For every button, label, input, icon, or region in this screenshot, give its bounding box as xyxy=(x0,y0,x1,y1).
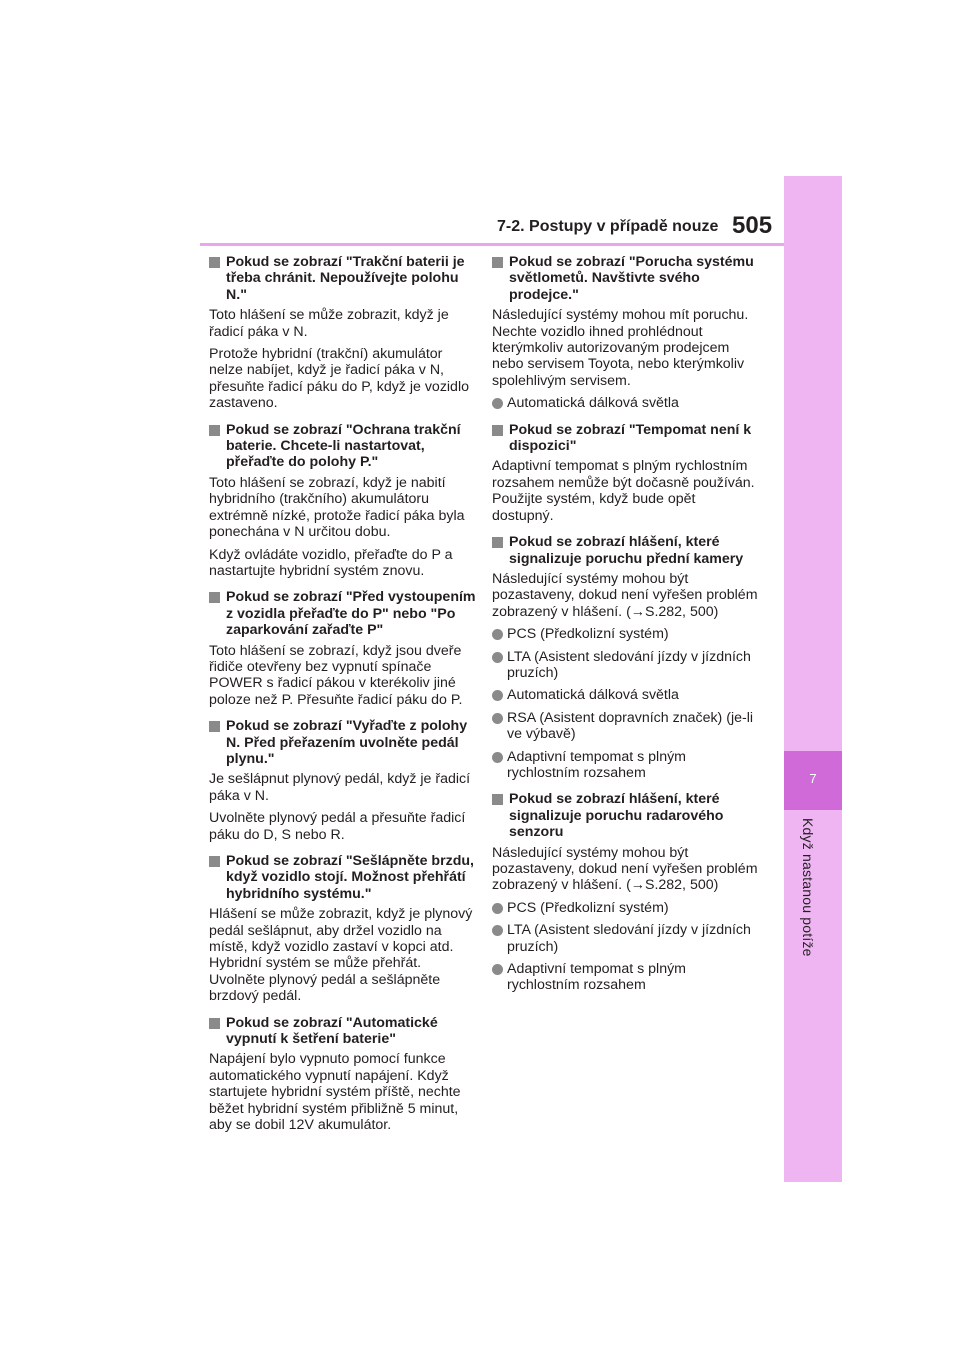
paragraph xyxy=(209,307,477,340)
square-bullet-icon xyxy=(209,1018,220,1029)
text: Pokud se zobrazí "Ochrana trakční baterie. Chcete-li nastartovat, přeřaďte do polohy P." xyxy=(226,421,461,471)
list-item xyxy=(492,649,760,682)
section-heading xyxy=(492,254,760,303)
chapter-number: 7 xyxy=(809,771,817,786)
list-item xyxy=(492,626,760,642)
circle-bullet-icon xyxy=(492,713,503,724)
paragraph xyxy=(209,475,477,541)
square-bullet-icon xyxy=(492,794,503,805)
list-item xyxy=(492,749,760,782)
text: Toto hlášení se zobrazí, když je nabití hybridního (trakčního) akumulátoru extrémně nízké, protože řadicí páka byla ponechána v N určitou dobu. xyxy=(209,474,465,541)
text: Následující systémy mohou mít poruchu. Nechte vozidlo ihned prohlédnout kterýmkoliv autorizovaným prodejcem nebo servisem Toyota, nebo kterýmkoliv spolehlivým servisem. xyxy=(492,307,749,389)
text: Pokud se zobrazí "Sešlápněte brzdu, když vozidlo stojí. Možnost přehřátí hybridního systému." xyxy=(226,853,474,902)
paragraph xyxy=(209,810,477,843)
circle-bullet-icon xyxy=(492,629,503,640)
list-item xyxy=(492,900,760,916)
circle-bullet-icon xyxy=(492,690,503,701)
square-bullet-icon xyxy=(209,425,220,436)
chapter-label: Když nastanou potíže xyxy=(800,818,816,957)
square-bullet-icon xyxy=(492,257,503,268)
text: PCS (Předkolizní systém) xyxy=(507,626,669,643)
chapter-side-tab xyxy=(784,176,842,1182)
section-heading xyxy=(492,534,760,567)
square-bullet-icon xyxy=(209,721,220,732)
chapter-number-box xyxy=(784,751,842,810)
circle-bullet-icon xyxy=(492,964,503,975)
paragraph xyxy=(492,307,760,389)
circle-bullet-icon xyxy=(492,398,503,409)
text: Protože hybridní (trakční) akumulátor nelze nabíjet, když je řadicí páka v N, přesuňte řadicí páku do P, když je vozidlo zastaveno. xyxy=(209,346,469,412)
text: RSA (Asistent dopravních značek) (je-li ve výbavě) xyxy=(507,709,754,743)
text: Napájení bylo vypnuto pomocí funkce automatického vypnutí napájení. Když startujete hybridní systém příště, nechte běžet hybridní systém přibližně 5 minut, aby se dobil 12V akumulátor. xyxy=(209,1051,461,1134)
text: Následující systémy mohou být pozastaveny, dokud není vyřešen problém zobrazený v hlášení. (→S.282, 500) xyxy=(492,844,758,894)
text: Automatická dálková světla xyxy=(507,395,679,412)
paragraph xyxy=(209,643,477,709)
section-heading xyxy=(209,589,477,638)
square-bullet-icon xyxy=(492,537,503,548)
section-heading xyxy=(492,791,760,840)
list-item xyxy=(492,710,760,743)
section-heading xyxy=(209,422,477,471)
section-title: 7-2. Postupy v případě nouze xyxy=(497,218,719,235)
square-bullet-icon xyxy=(209,856,220,867)
paragraph xyxy=(492,845,760,894)
page-number: 505 xyxy=(732,212,773,239)
text: Toto hlášení se zobrazí, když jsou dveře řidiče otevřeny bez vypnutí spínače POWER s řadicí pákou v kterékoliv jiné poloze než P. Přesuňte řadicí páku do P. xyxy=(209,642,463,708)
paragraph xyxy=(492,458,760,524)
circle-bullet-icon xyxy=(492,752,503,763)
list-item xyxy=(492,395,760,411)
text: Adaptivní tempomat s plným rychlostním rozsahem xyxy=(507,748,686,781)
paragraph xyxy=(209,771,477,804)
text: Automatická dálková světla xyxy=(507,687,679,704)
section-heading xyxy=(492,422,760,455)
text: Adaptivní tempomat s plným rychlostním rozsahem xyxy=(507,961,686,994)
paragraph xyxy=(492,571,760,620)
text: Pokud se zobrazí "Porucha systému světlometů. Navštivte svého prodejce." xyxy=(509,254,754,303)
circle-bullet-icon xyxy=(492,903,503,914)
text: LTA (Asistent sledování jízdy v jízdních pruzích) xyxy=(507,648,751,681)
text: PCS (Předkolizní systém) xyxy=(507,899,669,916)
paragraph xyxy=(209,346,477,412)
section-heading xyxy=(209,853,477,902)
text: Pokud se zobrazí hlášení, které signalizuje poruchu radarového senzoru xyxy=(509,791,724,841)
square-bullet-icon xyxy=(209,592,220,603)
text: Uvolněte plynový pedál a přesuňte řadicí páku do D, S nebo R. xyxy=(209,810,466,843)
section-heading xyxy=(209,254,477,303)
list-item xyxy=(492,961,760,994)
list-item xyxy=(492,922,760,955)
square-bullet-icon xyxy=(492,425,503,436)
text: Toto hlášení se může zobrazit, když je řadicí páka v N. xyxy=(209,307,449,340)
header-divider xyxy=(200,243,784,246)
text: Pokud se zobrazí "Před vystoupením z vozidla přeřaďte do P" nebo "Po zaparkování zařaďte P" xyxy=(226,589,476,639)
text: Pokud se zobrazí "Automatické vypnutí k šetření baterie" xyxy=(226,1014,438,1048)
paragraph xyxy=(209,547,477,580)
text: Pokud se zobrazí "Trakční baterii je třeba chránit. Nepoužívejte polohu N." xyxy=(226,254,465,303)
text: Je sešlápnut plynový pedál, když je řadicí páka v N. xyxy=(209,771,471,804)
text: Následující systémy mohou být pozastaveny, dokud není vyřešen problém zobrazený v hlášení. (→S.282, 500) xyxy=(492,570,758,620)
list-item xyxy=(492,687,760,703)
text: Pokud se zobrazí hlášení, které signalizuje poruchu přední kamery xyxy=(509,534,744,567)
text: Adaptivní tempomat s plným rychlostním rozsahem nemůže být dočasně používán. Použijte systém, když bude opět dostupný. xyxy=(492,458,755,524)
paragraph xyxy=(209,906,477,1004)
text: Když ovládáte vozidlo, přeřaďte do P a nastartujte hybridní systém znovu. xyxy=(209,546,453,579)
circle-bullet-icon xyxy=(492,925,503,936)
circle-bullet-icon xyxy=(492,652,503,663)
text: LTA (Asistent sledování jízdy v jízdních pruzích) xyxy=(507,922,751,955)
section-heading xyxy=(209,1015,477,1048)
text: Hlášení se může zobrazit, když je plynový pedál sešlápnut, aby držel vozidlo na místě, když vozidlo zastaví v kopci atd. Hybridní systém se může přehřát. Uvolněte plynový pedál a sešlápněte brzdový pedál. xyxy=(209,906,473,1005)
left-column xyxy=(209,254,477,1140)
paragraph xyxy=(209,1051,477,1133)
right-column xyxy=(492,254,760,1000)
square-bullet-icon xyxy=(209,257,220,268)
section-heading xyxy=(209,718,477,767)
text: Pokud se zobrazí "Tempomat není k dispozici" xyxy=(509,421,752,455)
text: Pokud se zobrazí "Vyřaďte z polohy N. Před přeřazením uvolněte pedál plynu." xyxy=(226,718,468,767)
